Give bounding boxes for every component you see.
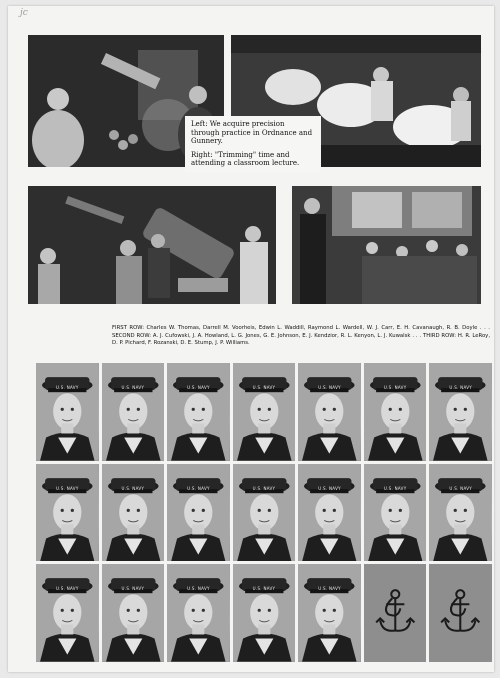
sailor-portrait-icon [36,464,99,562]
pencil-mark: jc [20,8,28,18]
caption-left: Left: We acquire precision through practice in Ordnance and Gunnery. [191,120,313,146]
caption-right: Right: "Trimming" time and attending a classroom lecture. [191,150,300,168]
yearbook-page [8,6,494,672]
anchor-emblem-icon [364,564,427,662]
cap-label: U.S. NAVY [187,385,210,390]
cap-label: U.S. NAVY [383,385,407,390]
cap-label: U.S. NAVY [121,586,145,592]
sailor-portrait-icon [167,464,230,562]
portrait-row1-3 [167,363,230,461]
lecture-scene [292,186,481,304]
portrait-row3-3 [167,564,230,662]
anchor-emblem-icon [429,564,492,662]
cap-label: U.S. NAVY [449,485,473,491]
sailor-portrait-icon [102,363,165,461]
sailor-portrait-icon [233,464,296,562]
portrait-row2-3 [167,464,230,562]
portrait-row2-4 [233,464,296,562]
sailor-portrait-icon [298,363,361,461]
photo-classroom-lecture [292,186,481,304]
portrait-row2-5 [298,464,361,562]
photo-gun-mount [28,186,276,304]
gun-scene [28,186,276,304]
cap-label: U.S. NAVY [318,485,341,491]
sailor-portrait-icon [298,464,361,562]
portrait-row3-4 [233,564,296,662]
sailor-portrait-icon [233,363,296,461]
portrait-row1-6 [364,363,427,461]
sailor-portrait-icon [298,564,361,662]
cap-label: U.S. NAVY [55,385,79,390]
cap-label: U.S. NAVY [318,385,341,390]
cap-label: U.S. NAVY [55,485,79,491]
sailor-portrait-icon [167,363,230,461]
sailor-portrait-icon [167,564,230,662]
anchor-emblem-1 [364,564,427,662]
cap-label: U.S. NAVY [449,385,473,390]
portrait-grid [36,363,492,662]
portrait-row2-7 [429,464,492,562]
cap-label: U.S. NAVY [187,586,210,592]
sailor-portrait-icon [102,464,165,562]
portrait-row3-5 [298,564,361,662]
sailor-portrait-icon [36,564,99,662]
cap-label: U.S. NAVY [383,485,407,491]
cap-label: U.S. NAVY [121,385,145,390]
sailor-portrait-icon [36,363,99,461]
sailor-portrait-icon [364,464,427,562]
cap-label: U.S. NAVY [187,485,210,491]
name-list: FIRST ROW: Charles W. Thomas, Darrell M. Voorheis, Edwin L. Waddill, Raymond L. Wardell, W. J. Carr, E. H. Cavanaugh, R. B. Doyle . . . SECOND ROW: A. J. Cufowski, J. A. Howland, L. G. Jones, G. E. Johnson, E. J. Kendzior, R. L. Kenyon, L. J. Kuwalsk . . . THIRD ROW: H. R. LeRoy, D. P. Pichard, F. Rozanski, D. E. Stump, J. P. Williams. [112,325,490,347]
cap-label: U.S. NAVY [252,586,276,592]
portrait-row1-2 [102,363,165,461]
portrait-row3-2 [102,564,165,662]
portrait-row2-2 [102,464,165,562]
cap-label: U.S. NAVY [121,485,145,491]
cap-label: U.S. NAVY [318,586,341,592]
cap-label: U.S. NAVY [252,385,276,390]
portrait-row1-7 [429,363,492,461]
cap-label: U.S. NAVY [252,485,276,491]
sailor-portrait-icon [429,363,492,461]
portrait-row2-1 [36,464,99,562]
sailor-portrait-icon [102,564,165,662]
sailor-portrait-icon [364,363,427,461]
sailor-portrait-icon [233,564,296,662]
cap-label: U.S. NAVY [55,586,79,592]
portrait-row1-5 [298,363,361,461]
portrait-row1-1 [36,363,99,461]
portrait-row2-6 [364,464,427,562]
photo-caption [185,116,321,172]
sailor-portrait-icon [429,464,492,562]
anchor-emblem-2 [429,564,492,662]
portrait-row1-4 [233,363,296,461]
portrait-row3-1 [36,564,99,662]
